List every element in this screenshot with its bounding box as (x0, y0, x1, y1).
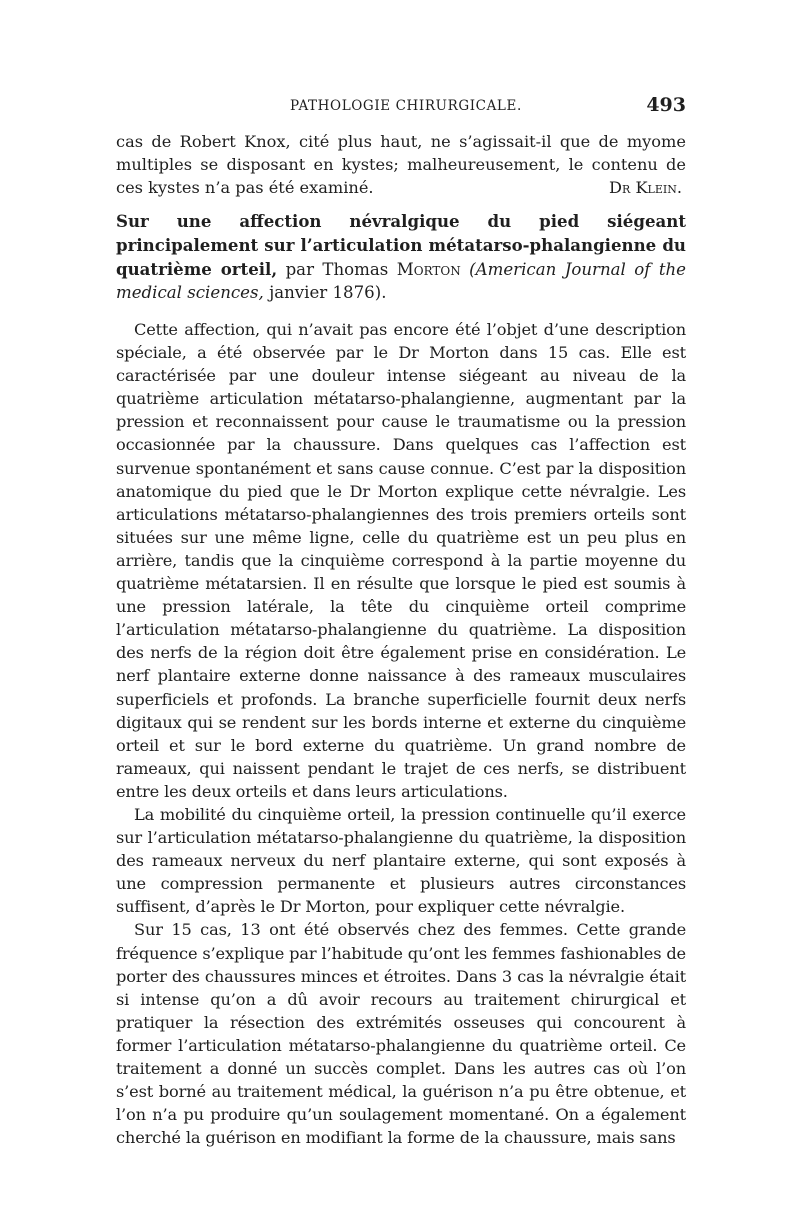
previous-article-ending (116, 130, 686, 199)
author-prefix: par Thomas (285, 259, 389, 279)
journal-source: (American Journal of the medical sciences, (116, 259, 686, 303)
running-title: PATHOLOGIE CHIRURGICALE. (290, 98, 522, 114)
body-paragraph: Cette affection, qui n’avait pas encore été l’objet d’une description spéciale, a été observée par le Dr Morton dans 15 cas. Elle est caractérisée par une douleur intense siégeant au niveau de la quatrième articulation métatarso-phalangienne, augmentant par la pression et reconnaissent pour cause le traumatisme ou la pression occasionnée par la chaussure. Dans quelques cas l’affection est survenue spontanément et sans cause connue. C’est par la disposition anatomique du pied que le Dr Morton explique cette névralgie. Les articulations métatarso-phalangiennes des trois premiers orteils sont situées sur une même ligne, celle du quatrième est un peu plus en arrière, tandis que la cinquième correspond à la partie moyenne du quatrième métatarsien. Il en résulte que lorsque le pied est soumis à une pression latérale, la tête du cinquième orteil comprime l’articulation métatarso-phalangienne du quatrième. La disposition des nerfs de la région doit être également prise en considération. Le nerf plantaire externe donne naissance à des rameaux musculaires superficiels et profonds. La branche superficielle fournit deux nerfs digitaux qui se rendent sur les bords interne et externe du cinquième orteil et sur le bord externe du quatrième. Un grand nombre de rameaux, qui naissent pendant le trajet de ces nerfs, se distribuent entre les deux orteils et dans leurs articulations. (116, 320, 686, 801)
article-body (116, 318, 686, 1149)
publication-date: janvier 1876). (269, 283, 387, 303)
author-signature: Dr Klein. (609, 178, 682, 198)
page-header (116, 94, 686, 120)
article-title-bold: Sur une affection névralgique du pied siégeant principalement sur l’articulation métatarso-phalangienne du quatrième orteil, (116, 211, 686, 279)
article-title (116, 210, 686, 305)
intro-text: cas de Robert Knox, cité plus haut, ne s’agissait-il que de myome multiples se disposant en kystes; malheureusement, le contenu de ces kystes n’a pas été examiné. (116, 132, 686, 198)
intro-paragraph (116, 130, 686, 199)
author-name: Morton (396, 259, 461, 279)
page-number: 493 (646, 94, 686, 116)
body-paragraph: Sur 15 cas, 13 ont été observés chez des femmes. Cette grande fréquence s’explique par l’habitude qu’ont les femmes fashionables de porter des chaussures minces et étroites. Dans 3 cas la névralgie était si intense qu’on a dû avoir recours au traitement chirurgical et pratiquer la résection des extrémités osseuses qui concourent à former l’articulation métatarso-phalangienne du quatrième orteil. Ce traitement a donné un succès complet. Dans les autres cas où l’on s’est borné au traitement médical, la guérison n’a pu être obtenue, et l’on n’a pu produire qu’un soulagement momentané. On a également cherché la guérison en modifiant la forme de la chaussure, mais sans (116, 920, 686, 1148)
body-paragraph: La mobilité du cinquième orteil, la pression continuelle qu’il exerce sur l’articulation métatarso-phalangienne du quatrième, la disposition des rameaux nerveux du nerf plantaire externe, qui sont exposés à une compression permanente et plusieurs autres circonstances suffisent, d’après le Dr Morton, pour expliquer cette névralgie. (116, 804, 686, 917)
